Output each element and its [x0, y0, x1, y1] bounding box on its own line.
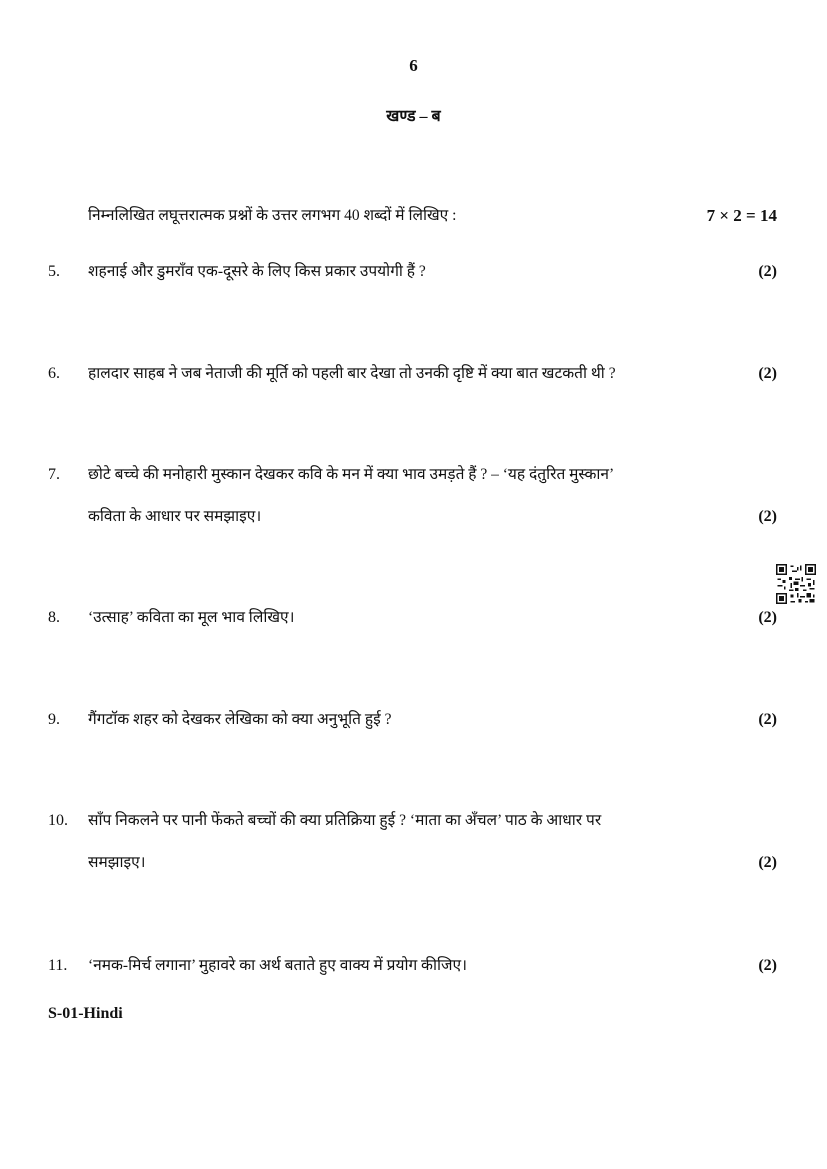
instruction-text: निम्नलिखित लघूत्तरात्मक प्रश्नों के उत्तर लगभग 40 शब्दों में लिखिए :: [88, 207, 457, 224]
question-text: साँप निकलने पर पानी फेंकते बच्चों की क्या प्रतिक्रिया हुई ? ‘माता का अँचल’ पाठ के आधार पर: [88, 812, 602, 829]
question-number: 10.: [48, 812, 68, 829]
question-number: 11.: [48, 957, 68, 974]
question-marks: (2): [758, 711, 777, 728]
question-number: 7.: [48, 466, 60, 483]
question-number: 9.: [48, 711, 60, 728]
question-text: हालदार साहब ने जब नेताजी की मूर्ति को पहली बार देखा तो उनकी दृष्टि में क्या बात खटकती थी ?: [88, 365, 616, 382]
page-number: 6: [409, 56, 418, 75]
question-text: ‘नमक-मिर्च लगाना’ मुहावरे का अर्थ बताते हुए वाक्य में प्रयोग कीजिए।: [88, 957, 467, 974]
question-text: गैंगटॉक शहर को देखकर लेखिका को क्या अनुभूति हुई ?: [88, 711, 392, 728]
question-number: 5.: [48, 263, 60, 280]
question-number: 6.: [48, 365, 60, 382]
question-number: 8.: [48, 609, 60, 626]
instruction-marks: 7 × 2 = 14: [706, 206, 777, 225]
question-marks: (2): [758, 854, 777, 871]
question-text-continued: कविता के आधार पर समझाइए।: [88, 508, 262, 525]
question-marks: (2): [758, 957, 777, 974]
question-text: छोटे बच्चे की मनोहारी मुस्कान देखकर कवि के मन में क्या भाव उमड़ते हैं ? – ‘यह दंतुरित मुस्कान’: [88, 466, 615, 483]
question-marks: (2): [758, 609, 777, 626]
question-text: ‘उत्साह’ कविता का मूल भाव लिखिए।: [88, 609, 295, 626]
question-marks: (2): [758, 263, 777, 280]
question-text: शहनाई और डुमराँव एक-दूसरे के लिए किस प्रकार उपयोगी हैं ?: [88, 263, 426, 280]
section-title: खण्ड – ब: [386, 108, 441, 125]
question-text-continued: समझाइए।: [88, 854, 146, 871]
qr-code-icon: [776, 564, 816, 604]
question-marks: (2): [758, 508, 777, 525]
question-marks: (2): [758, 365, 777, 382]
paper-code: S-01-Hindi: [48, 1005, 123, 1022]
